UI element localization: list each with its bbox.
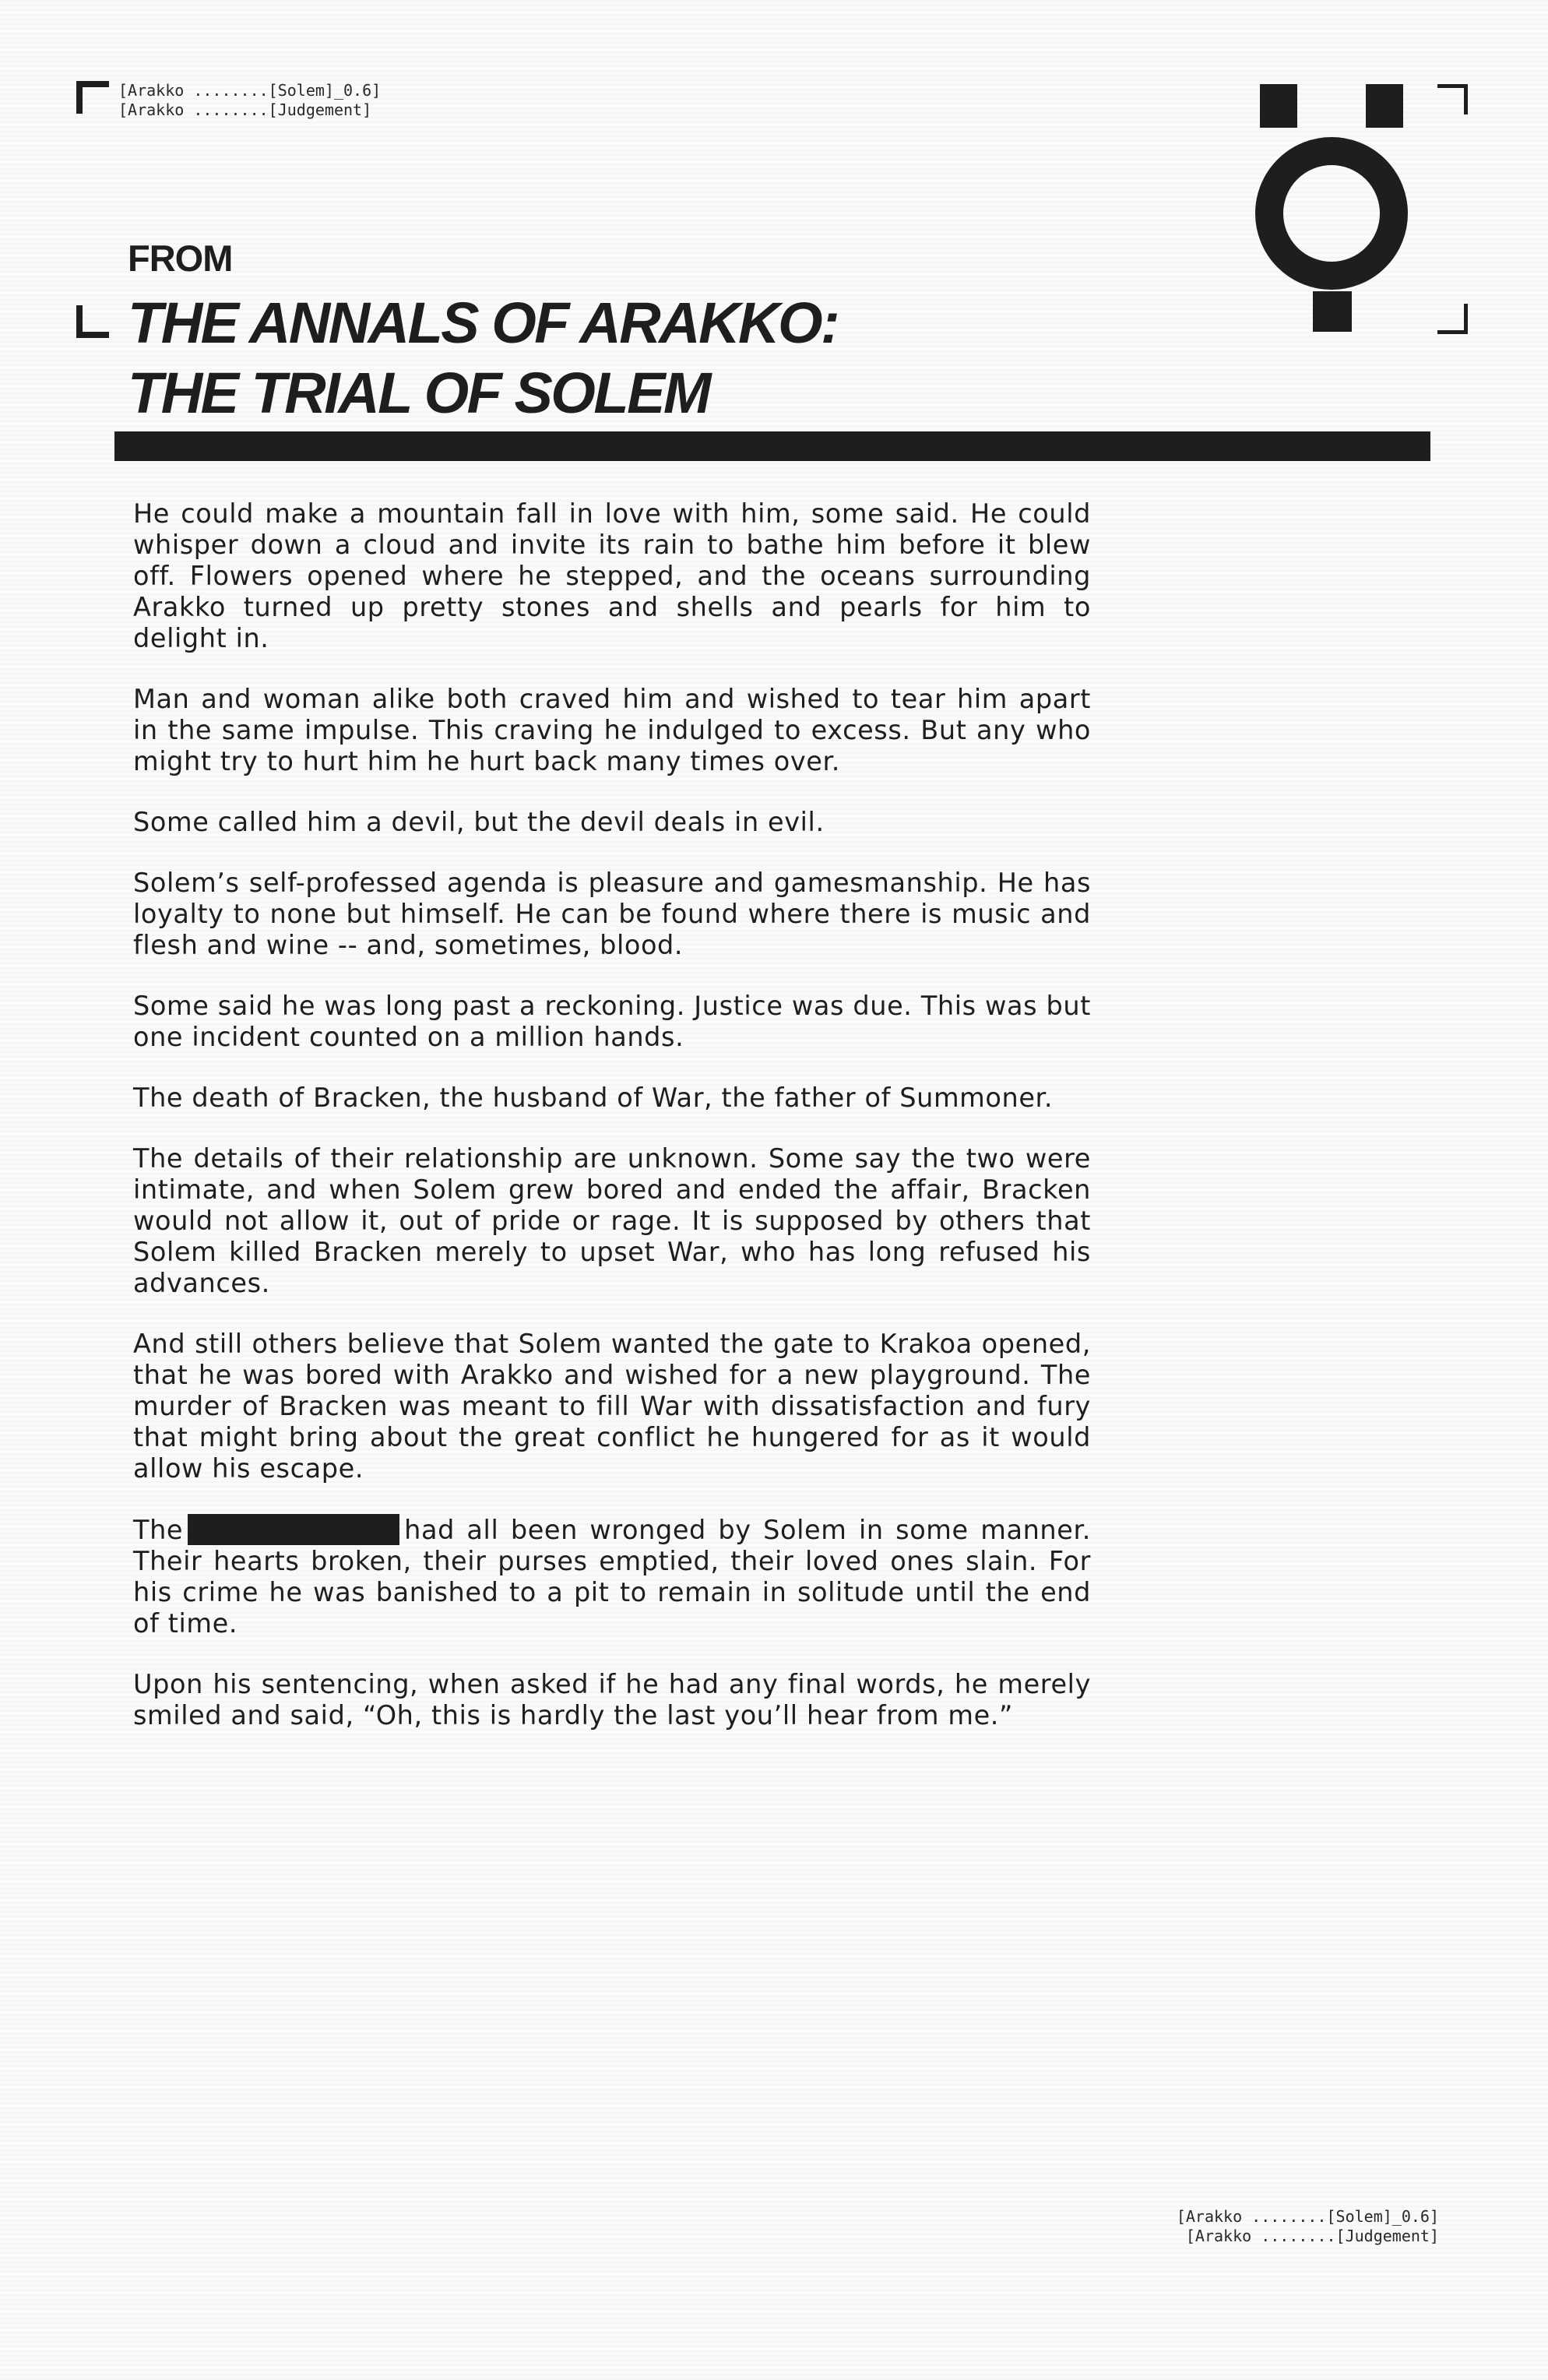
paragraph-1: He could make a mountain fall in love with him, some said. He could whisper down a cloud and invite its rain to bathe him before it blew off. Flowers opened where he stepped, and the oceans surrounding Arakko turned up pretty stones and shells and pearls for him to delight in.	[133, 498, 1091, 653]
header-code-line-1: [Arakko ........[Solem]_0.6]	[118, 81, 382, 100]
arakko-sigil-icon	[1254, 81, 1409, 338]
redaction-bar	[188, 1514, 399, 1545]
paragraph-9-start: The	[133, 1515, 184, 1545]
paragraph-2: Man and woman alike both craved him and wished to tear him apart in the same impulse. This craving he indulged to excess. But any who might try to hurt him he hurt back many times over.	[133, 684, 1091, 776]
paragraph-9	[133, 1514, 1091, 1639]
page-title	[128, 288, 838, 428]
paragraph-5: Some said he was long past a reckoning. Justice was due. This was but one incident counted on a million hands.	[133, 991, 1091, 1052]
footer-code-line-1: [Arakko ........[Solem]_0.6]	[1176, 2207, 1439, 2226]
paragraph-4: Solem’s self-professed agenda is pleasure and gamesmanship. He has loyalty to none but himself. He can be found where there is music and flesh and wine -- and, sometimes, blood.	[133, 868, 1091, 960]
footer-code	[1177, 2207, 1439, 2246]
footer-code-line-2: [Arakko ........[Judgement]	[1185, 2227, 1439, 2245]
header-code-line-2: [Arakko ........[Judgement]	[118, 100, 372, 119]
paragraph-8: And still others believe that Solem wanted the gate to Krakoa opened, that he was bored with Arakko and wished for a new playground. The murder of Bracken was meant to fill War with dissatisfaction and fury that might bring about the great conflict he hungered for as it would allow his escape.	[133, 1329, 1091, 1484]
paragraph-3: Some called him a devil, but the devil deals in evil.	[133, 807, 825, 837]
title-prefix: FROM	[128, 238, 233, 279]
corner-bracket-bottom-right	[1437, 304, 1468, 334]
article-body	[133, 498, 1091, 1761]
corner-bracket-top-left	[76, 81, 109, 114]
title-rule	[114, 431, 1430, 461]
corner-bracket-bottom-left	[76, 305, 109, 338]
page-title-line-1: THE ANNALS OF ARAKKO:	[128, 290, 839, 355]
header-code	[118, 81, 381, 120]
paragraph-9-rest: had all been wronged by Solem in some manner. Their hearts broken, their purses emptied, their loved ones slain. For his crime he was banished to a pit to remain in solitude until the end of time.	[133, 1515, 1091, 1639]
corner-bracket-top-right	[1437, 84, 1468, 114]
paragraph-10: Upon his sentencing, when asked if he had any final words, he merely smiled and said, “Oh, this is hardly the last you’ll hear from me.”	[133, 1669, 1091, 1730]
paragraph-6: The death of Bracken, the husband of War, the father of Summoner.	[133, 1083, 1054, 1113]
paragraph-7: The details of their relationship are unknown. Some say the two were intimate, and when Solem grew bored and ended the affair, Bracken would not allow it, out of pride or rage. It is supposed by others that Solem killed Bracken merely to upset War, who has long refused his advances.	[133, 1143, 1091, 1298]
page-title-line-2: THE TRIAL OF SOLEM	[128, 361, 710, 425]
